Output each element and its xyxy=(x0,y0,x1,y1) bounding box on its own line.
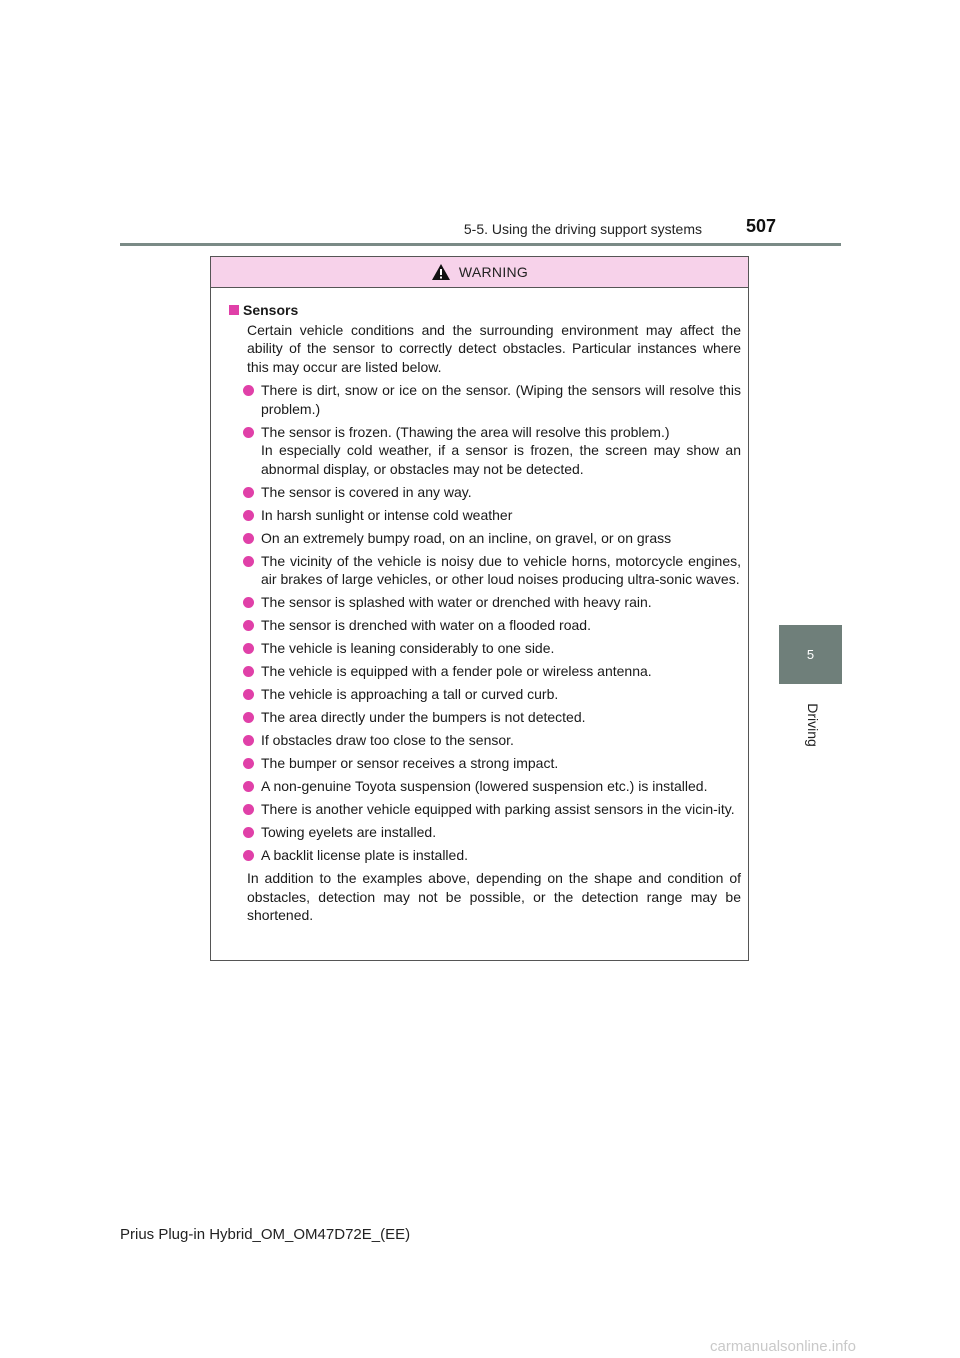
list-item-text: If obstacles draw too close to the sensor. xyxy=(261,732,514,748)
list-item-text: The vehicle is leaning considerably to one side. xyxy=(261,640,555,656)
list-item xyxy=(229,616,741,635)
list-item xyxy=(229,593,741,612)
list-item xyxy=(229,662,741,681)
warning-box xyxy=(210,256,749,961)
intro-paragraph: Certain vehicle conditions and the surrounding environment may affect the ability of the sensor to correctly detect obstacles. Particular instances where this may occur are listed below. xyxy=(247,321,741,375)
list-item xyxy=(229,846,741,865)
subheading-text: Sensors xyxy=(243,302,299,318)
list-item xyxy=(229,506,741,525)
header-rule xyxy=(120,243,841,246)
list-item-text: The sensor is frozen. (Thawing the area will resolve this problem.) xyxy=(261,423,670,440)
circle-bullet-icon xyxy=(243,487,254,498)
circle-bullet-icon xyxy=(243,758,254,769)
chapter-name: Driving xyxy=(805,703,821,747)
document-id: Prius Plug-in Hybrid_OM_OM47D72E_(EE) xyxy=(120,1226,411,1243)
circle-bullet-icon xyxy=(243,804,254,815)
warning-header xyxy=(211,257,748,288)
list-item xyxy=(229,777,741,796)
circle-bullet-icon xyxy=(243,827,254,838)
circle-bullet-icon xyxy=(243,620,254,631)
list-item-text: The vehicle is approaching a tall or curved curb. xyxy=(261,686,559,702)
chapter-tab[interactable] xyxy=(779,625,842,684)
list-item-text: A backlit license plate is installed. xyxy=(261,847,468,863)
list-item-text: The bumper or sensor receives a strong impact. xyxy=(261,755,559,771)
list-item xyxy=(229,754,741,773)
warning-title: WARNING xyxy=(458,264,529,280)
list-item xyxy=(229,483,741,502)
closing-paragraph: In addition to the examples above, depending on the shape and condition of obstacles, detection may not be possible, or the detection range may be shortened. xyxy=(247,870,741,923)
list-item-text: The vicinity of the vehicle is noisy due to vehicle horns, motorcycle engines, air brakes of large vehicles, or other loud noises producing ultra-sonic waves. xyxy=(261,552,741,587)
square-bullet-icon xyxy=(229,305,239,315)
list-item-text: On an extremely bumpy road, on an incline, on gravel, or on grass xyxy=(261,529,672,546)
circle-bullet-icon xyxy=(243,666,254,677)
circle-bullet-icon xyxy=(243,597,254,608)
list-item-text: The sensor is drenched with water on a flooded road. xyxy=(261,617,591,633)
circle-bullet-icon xyxy=(243,781,254,792)
watermark: carmanualsonline.info xyxy=(710,1338,856,1355)
list-item-text: A non-genuine Toyota suspension (lowered suspension etc.) is installed. xyxy=(261,778,708,794)
list-item xyxy=(229,823,741,842)
list-item xyxy=(229,423,741,479)
section-title: 5-5. Using the driving support systems xyxy=(463,221,702,237)
list-item xyxy=(229,731,741,750)
circle-bullet-icon xyxy=(243,643,254,654)
circle-bullet-icon xyxy=(243,689,254,700)
page-number: 507 xyxy=(745,216,776,236)
circle-bullet-icon xyxy=(243,533,254,544)
list-item-text: In especially cold weather, if a sensor is frozen, the screen may show an abnormal display, or obstacles may not be detected. xyxy=(261,442,741,477)
list-item-text: The sensor is splashed with water or drenched with heavy rain. xyxy=(261,594,652,610)
circle-bullet-icon xyxy=(243,850,254,861)
circle-bullet-icon xyxy=(243,712,254,723)
list-item xyxy=(229,685,741,704)
list-item-text: There is another vehicle equipped with parking assist sensors in the vicin-ity. xyxy=(261,801,735,817)
circle-bullet-icon xyxy=(243,385,254,396)
list-item xyxy=(229,381,741,418)
chapter-number: 5 xyxy=(806,647,815,662)
list-item xyxy=(229,708,741,727)
list-item-text: Towing eyelets are installed. xyxy=(261,824,437,840)
circle-bullet-icon xyxy=(243,556,254,567)
list-item-text: In harsh sunlight or intense cold weather xyxy=(261,506,513,523)
list-item xyxy=(229,800,741,819)
list-item-text: The area directly under the bumpers is not detected. xyxy=(261,709,586,725)
list-item-text: There is dirt, snow or ice on the sensor. (Wiping the sensors will resolve this problem.) xyxy=(261,382,741,417)
list-item xyxy=(229,552,741,589)
list-item-text: The sensor is covered in any way. xyxy=(261,483,472,500)
warning-triangle-icon xyxy=(431,263,451,281)
condition-list xyxy=(229,381,741,865)
list-item-text: The vehicle is equipped with a fender pole or wireless antenna. xyxy=(261,663,652,679)
circle-bullet-icon xyxy=(243,735,254,746)
circle-bullet-icon xyxy=(243,510,254,521)
warning-body xyxy=(211,288,748,925)
circle-bullet-icon xyxy=(243,427,254,438)
list-item xyxy=(229,529,741,548)
list-item xyxy=(229,639,741,658)
subheading xyxy=(229,301,741,320)
